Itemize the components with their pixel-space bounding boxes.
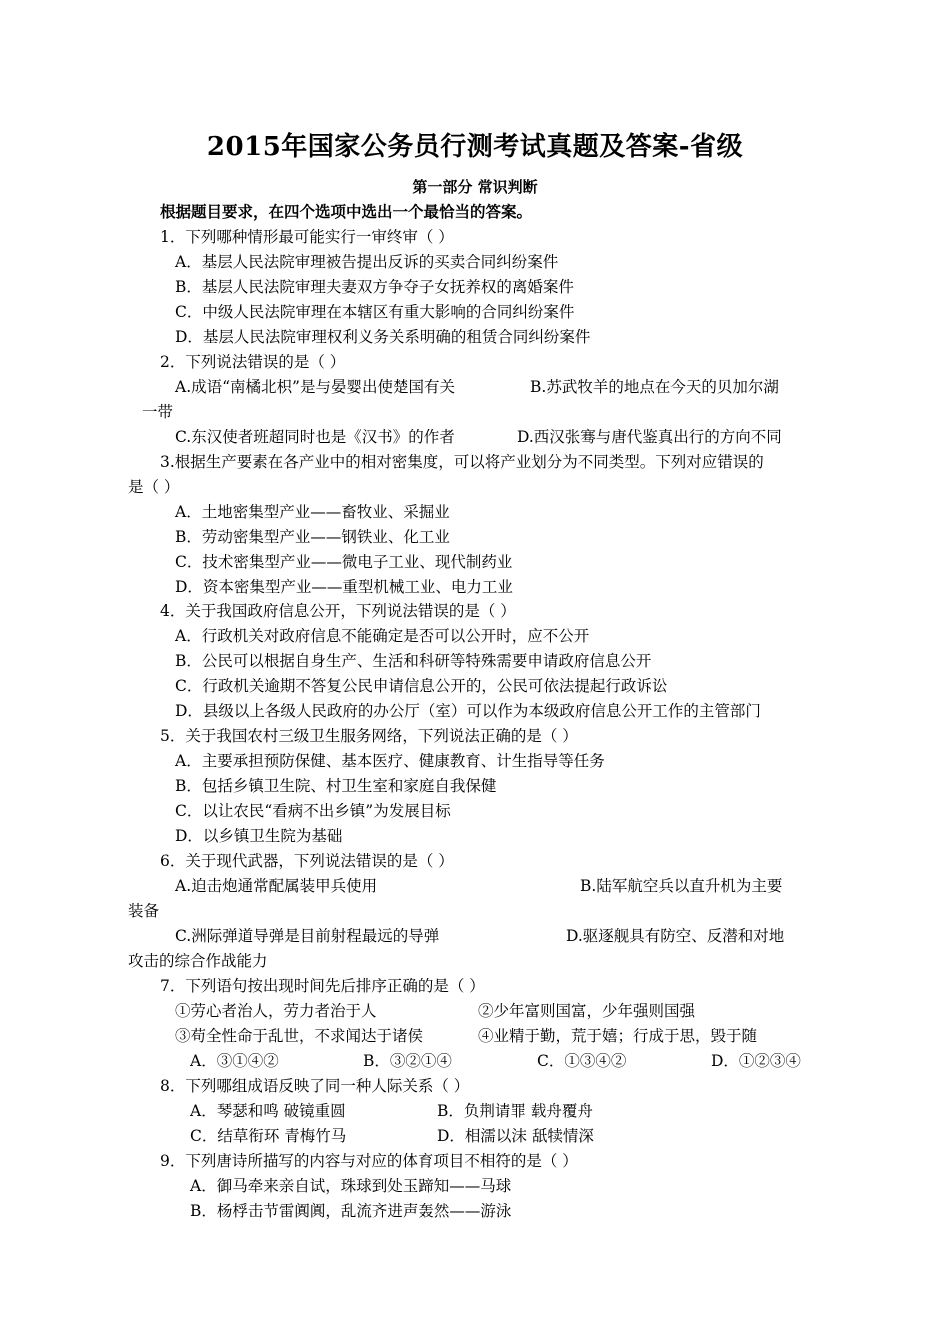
question-1-option-d: D．基层人民法院审理权利义务关系明确的租赁合同纠纷案件 xyxy=(175,328,591,346)
question-5-option-c: C．以让农民“看病不出乡镇”为发展目标 xyxy=(175,802,451,820)
question-3-option-a: A．土地密集型产业——畜牧业、采掘业 xyxy=(175,503,450,521)
question-4-stem: 4．关于我国政府信息公开，下列说法错误的是（ ） xyxy=(160,602,516,620)
question-9-stem: 9．下列唐诗所描写的内容与对应的体育项目不相符的是（ ） xyxy=(160,1152,578,1170)
question-6-option-b: B.陆军航空兵以直升机为主要 xyxy=(580,877,783,895)
question-7-sentence-1: ①劳心者治人，劳力者治于人 xyxy=(175,1002,377,1020)
question-2-option-c: C.东汉使者班超同时也是《汉书》的作者 xyxy=(175,428,455,446)
question-5-stem: 5．关于我国农村三级卫生服务网络，下列说法正确的是（ ） xyxy=(160,727,578,745)
question-7-option-c: C．①③④② xyxy=(537,1052,627,1070)
question-6-stem: 6．关于现代武器，下列说法错误的是（ ） xyxy=(160,852,454,870)
question-3-option-c: C．技术密集型产业——微电子工业、现代制药业 xyxy=(175,553,513,571)
question-6-option-d: D.驱逐舰具有防空、反潜和对地 xyxy=(566,927,785,945)
question-6-option-a: A.迫击炮通常配属装甲兵使用 xyxy=(175,877,378,895)
question-4-option-a: A．行政机关对政府信息不能确定是否可以公开时，应不公开 xyxy=(175,627,590,645)
question-5-option-a: A．主要承担预防保健、基本医疗、健康教育、计生指导等任务 xyxy=(175,752,605,770)
instruction-text: 根据题目要求，在四个选项中选出一个最恰当的答案。 xyxy=(160,202,533,221)
question-7-sentence-2: ②少年富则国富，少年强则国强 xyxy=(478,1002,696,1020)
question-2-stem: 2．下列说法错误的是（ ） xyxy=(160,353,346,371)
question-7-option-a: A．③①④② xyxy=(190,1052,279,1070)
question-7-sentence-4: ④业精于勤，荒于嬉；行成于思，毁于随 xyxy=(478,1027,758,1045)
question-6-option-c: C.洲际弹道导弹是目前射程最远的导弹 xyxy=(175,927,440,945)
question-3-stem-continued: 是（ ） xyxy=(128,478,180,496)
question-7-sentence-3: ③苟全性命于乱世，不求闻达于诸侯 xyxy=(175,1027,424,1045)
page-title: 2015年国家公务员行测考试真题及答案-省级 xyxy=(206,132,744,162)
question-2-option-a: A.成语“南橘北枳”是与晏婴出使楚国有关 xyxy=(175,378,455,396)
question-9-option-b: B．杨桴击节雷阗阗，乱流齐进声轰然——游泳 xyxy=(190,1202,512,1220)
question-5-option-b: B．包括乡镇卫生院、村卫生室和家庭自我保健 xyxy=(175,777,497,795)
question-9-option-a: A．御马牵来亲自试，珠球到处玉蹄知——马球 xyxy=(190,1177,512,1195)
question-1-stem: 1．下列哪种情形最可能实行一审终审（ ） xyxy=(160,228,454,246)
question-3-stem: 3.根据生产要素在各产业中的相对密集度，可以将产业划分为不同类型。下列对应错误的 xyxy=(160,453,764,471)
question-5-option-d: D．以乡镇卫生院为基础 xyxy=(175,827,343,845)
question-7-stem: 7．下列语句按出现时间先后排序正确的是（ ） xyxy=(160,977,485,995)
question-3-option-d: D．资本密集型产业——重型机械工业、电力工业 xyxy=(175,578,513,596)
question-4-option-b: B．公民可以根据自身生产、生活和科研等特殊需要申请政府信息公开 xyxy=(175,652,652,670)
question-8-option-b: B．负荆请罪 载舟覆舟 xyxy=(437,1102,593,1120)
question-1-option-c: C．中级人民法院审理在本辖区有重大影响的合同纠纷案件 xyxy=(175,303,575,321)
question-6-option-d-continued: 攻击的综合作战能力 xyxy=(128,952,268,970)
question-3-option-b: B．劳动密集型产业——钢铁业、化工业 xyxy=(175,528,450,546)
question-7-option-d: D．①②③④ xyxy=(711,1052,801,1070)
question-2-option-b: B.苏武牧羊的地点在今天的贝加尔湖 xyxy=(530,378,779,396)
question-2-option-d: D.西汉张骞与唐代鉴真出行的方向不同 xyxy=(517,428,782,446)
question-8-option-d: D．相濡以沫 舐犊情深 xyxy=(437,1127,594,1145)
question-6-option-b-continued: 装备 xyxy=(128,902,160,920)
question-1-option-a: A．基层人民法院审理被告提出反诉的买卖合同纠纷案件 xyxy=(175,253,559,271)
question-4-option-d: D．县级以上各级人民政府的办公厅（室）可以作为本级政府信息公开工作的主管部门 xyxy=(175,702,761,720)
question-4-option-c: C．行政机关逾期不答复公民申请信息公开的，公民可依法提起行政诉讼 xyxy=(175,677,668,695)
question-1-option-b: B．基层人民法院审理夫妻双方争夺子女抚养权的离婚案件 xyxy=(175,278,574,296)
question-2-option-b-continued: 一带 xyxy=(142,403,174,421)
question-8-option-c: C．结草衔环 青梅竹马 xyxy=(190,1127,347,1145)
section-heading: 第一部分 常识判断 xyxy=(412,178,538,196)
question-8-option-a: A．琴瑟和鸣 破镜重圆 xyxy=(190,1102,346,1120)
question-8-stem: 8．下列哪组成语反映了同一种人际关系（ ） xyxy=(160,1077,470,1095)
question-7-option-b: B．③②①④ xyxy=(363,1052,452,1070)
